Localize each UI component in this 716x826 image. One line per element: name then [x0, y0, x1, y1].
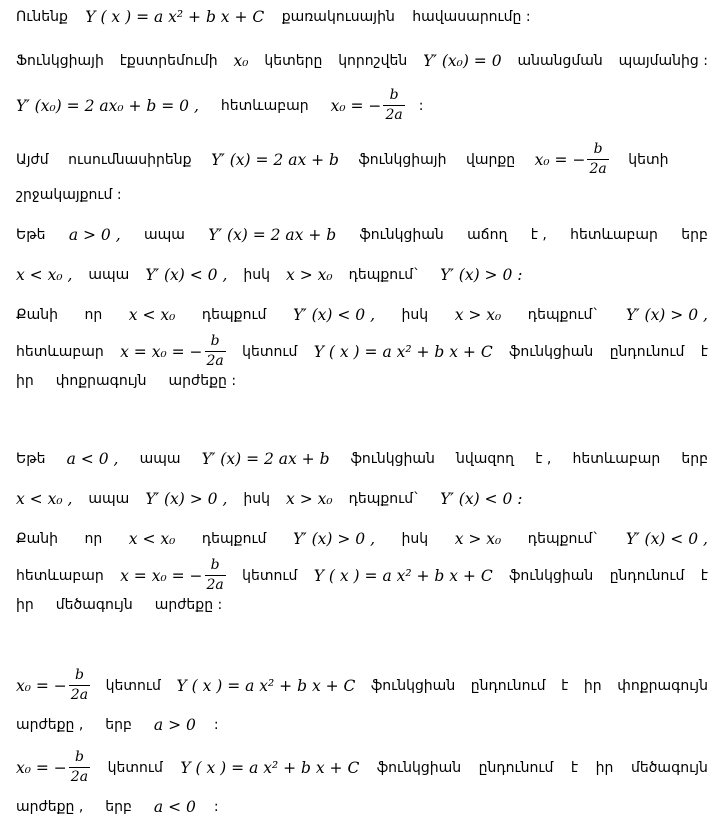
- text: իր: [16, 597, 34, 613]
- text: դեպքում`: [527, 307, 600, 323]
- math: x₀ = −: [330, 96, 382, 115]
- x0-formula: [535, 142, 609, 178]
- text: հետևաբար: [220, 97, 309, 114]
- text: փոքրագույն: [617, 677, 708, 694]
- denominator: 2a: [70, 687, 89, 704]
- text: փոքրագույն: [55, 373, 147, 389]
- math: a < 0 ,: [66, 450, 119, 468]
- text: քառակուսային: [281, 9, 395, 25]
- math: x < x₀: [128, 306, 176, 324]
- line-5: [16, 187, 708, 203]
- text: ընդունում: [470, 677, 546, 694]
- text: երբ: [105, 799, 132, 815]
- fraction: [383, 88, 404, 124]
- numerator: b: [210, 557, 220, 573]
- denominator: 2a: [206, 353, 224, 370]
- text: իր: [16, 373, 34, 389]
- line-2: [16, 52, 708, 70]
- equation: Y ( x ) = a x² + b x + C: [313, 342, 493, 361]
- line-3: [16, 88, 708, 124]
- math: Y′ (x) < 0 ,: [145, 266, 228, 284]
- denominator: 2a: [385, 107, 403, 124]
- math: x > x₀: [454, 306, 502, 324]
- text: է: [561, 677, 569, 694]
- line-4: [16, 142, 708, 178]
- text: է: [700, 343, 708, 360]
- text: հետևաբար: [16, 567, 104, 584]
- equation: Y′ (x) = 2 ax + b: [211, 150, 339, 169]
- math: x = x₀ = −: [120, 566, 203, 585]
- text: է: [570, 759, 579, 776]
- math: Y′ (x) > 0 :: [440, 266, 523, 284]
- denominator: 2a: [589, 161, 607, 178]
- line-10: [16, 373, 708, 389]
- text: ապա: [139, 451, 181, 467]
- line-13: [16, 530, 708, 548]
- numerator: b: [593, 141, 603, 157]
- line-9: [16, 334, 708, 370]
- denominator: 2a: [70, 769, 89, 786]
- math: x > x₀: [286, 490, 333, 508]
- text: կետում: [242, 567, 298, 584]
- text: է: [700, 567, 708, 584]
- line-15: [16, 597, 708, 613]
- text: կետում: [242, 343, 298, 360]
- math: Y′ (x) > 0 ,: [292, 530, 376, 548]
- math: x₀ = −: [16, 758, 67, 777]
- text: վարքը: [465, 151, 516, 168]
- text: :: [418, 97, 424, 114]
- text: ուսումնասիրենք: [68, 151, 192, 168]
- line-6: [16, 226, 708, 244]
- text: որ: [84, 307, 103, 323]
- text: Ֆունկցիայի: [16, 53, 104, 69]
- text: արժեքը ,: [16, 717, 84, 733]
- text: երբ: [681, 451, 708, 467]
- line-11: [16, 450, 708, 468]
- math: a > 0 ,: [68, 226, 121, 244]
- text: Ունենք: [16, 9, 68, 25]
- x0-formula: [120, 334, 226, 370]
- text: կետում: [107, 759, 163, 776]
- text: իսկ: [243, 267, 271, 283]
- math: x₀ = −: [534, 150, 586, 169]
- line-7: [16, 266, 708, 284]
- equation: Y ( x ) = a x² + b x + C: [85, 8, 265, 26]
- fraction: [587, 142, 608, 178]
- math: x = x₀ = −: [120, 342, 203, 361]
- text: կետում: [105, 677, 161, 694]
- math: Y′ (x) < 0 ,: [292, 306, 376, 324]
- text: իսկ: [401, 531, 429, 547]
- numerator: b: [389, 87, 399, 103]
- line-1: [16, 8, 708, 26]
- text: ապա: [144, 227, 185, 243]
- text: մեծագույն: [630, 759, 708, 776]
- text: արժեքը ,: [16, 799, 84, 815]
- text: հետևաբար: [570, 227, 658, 243]
- x0-formula: [16, 668, 90, 704]
- line-16: [16, 668, 708, 704]
- math: x₀: [233, 52, 249, 70]
- text: հետևաբար: [16, 343, 104, 360]
- equation: Y ( x ) = a x² + b x + C: [180, 758, 360, 777]
- text: արժեքը :: [154, 597, 223, 613]
- text: ֆունկցիան: [359, 227, 444, 243]
- text: իսկ: [243, 491, 271, 507]
- text: Այժմ: [16, 151, 49, 168]
- math: Y′ (x) > 0 ,: [625, 306, 708, 324]
- text: դեպքում`: [348, 491, 421, 507]
- fraction: [205, 334, 226, 370]
- text: որ: [84, 531, 103, 547]
- x0-formula: [120, 558, 226, 594]
- math: Y′ (x) > 0 ,: [145, 490, 228, 508]
- text: արժեքը :: [168, 373, 237, 389]
- line-19: [16, 798, 708, 816]
- text: ֆունկցիայի: [358, 151, 447, 168]
- math: a < 0: [153, 798, 196, 816]
- numerator: b: [210, 333, 220, 349]
- x0-formula: [16, 750, 90, 786]
- line-8: [16, 306, 708, 324]
- line-12: [16, 490, 708, 508]
- text: կետի: [628, 151, 669, 168]
- text: հավասարումը :: [412, 9, 531, 25]
- math: x < x₀: [128, 530, 176, 548]
- text: է ,: [530, 227, 547, 243]
- line-18: [16, 750, 708, 786]
- text: Քանի: [16, 531, 58, 547]
- fraction: [69, 750, 90, 786]
- text: շրջակայքում :: [16, 187, 122, 203]
- text: կետերը: [264, 53, 323, 69]
- fraction: [69, 668, 90, 704]
- math: x > x₀: [286, 266, 333, 284]
- text: երբ: [105, 717, 132, 733]
- text: ֆունկցիան: [350, 451, 435, 467]
- text: Եթե: [16, 227, 46, 243]
- math: x < x₀ ,: [16, 266, 73, 284]
- text: աճող: [467, 227, 508, 243]
- text: Եթե: [16, 451, 46, 467]
- line-17: [16, 716, 708, 734]
- text: ապա: [88, 267, 130, 283]
- text: դեպքում: [201, 531, 267, 547]
- text: ընդունում: [478, 759, 554, 776]
- math: x < x₀ ,: [16, 490, 73, 508]
- text: է ,: [535, 451, 552, 467]
- denominator: 2a: [206, 577, 224, 594]
- text: ընդունում: [609, 567, 685, 584]
- text: երբ: [681, 227, 708, 243]
- text: ֆունկցիան: [370, 677, 456, 694]
- equation: Y′ (x₀) = 0: [423, 52, 502, 70]
- text: ընդունում: [609, 343, 685, 360]
- text: ապա: [88, 491, 130, 507]
- equation: Y ( x ) = a x² + b x + C: [176, 676, 356, 695]
- text: իր: [583, 677, 602, 694]
- text: նվազող: [456, 451, 515, 467]
- text: կորոշվեն: [338, 53, 408, 69]
- text: իսկ: [401, 307, 429, 323]
- text: հետևաբար: [572, 451, 661, 467]
- text: դեպքում`: [348, 267, 421, 283]
- text: ֆունկցիան: [376, 759, 462, 776]
- text: դեպքում`: [527, 531, 600, 547]
- math: Y′ (x) < 0 ,: [625, 530, 708, 548]
- text: Քանի: [16, 307, 58, 323]
- fraction: [205, 558, 226, 594]
- text: ֆունկցիան: [509, 343, 594, 360]
- numerator: b: [74, 749, 84, 765]
- math: a > 0: [153, 716, 196, 734]
- x0-formula: [331, 88, 405, 124]
- text: անանցման: [517, 53, 603, 69]
- numerator: b: [74, 667, 84, 683]
- text: :: [213, 799, 219, 815]
- equation: Y′ (x) = 2 ax + b: [201, 450, 330, 468]
- math: x₀ = −: [16, 676, 67, 695]
- equation: Y′ (x₀) = 2 ax₀ + b = 0 ,: [16, 96, 199, 115]
- text: իր: [595, 759, 614, 776]
- text: ֆունկցիան: [509, 567, 594, 584]
- math: x > x₀: [454, 530, 502, 548]
- text: էքստրեմումի: [119, 53, 218, 69]
- line-14: [16, 558, 708, 594]
- text: պայմանից :: [618, 53, 708, 69]
- text: մեծագույն: [55, 597, 133, 613]
- math: Y′ (x) < 0 :: [440, 490, 523, 508]
- text: :: [213, 717, 219, 733]
- equation: Y′ (x) = 2 ax + b: [208, 226, 337, 244]
- equation: Y ( x ) = a x² + b x + C: [313, 566, 493, 585]
- text: դեպքում: [201, 307, 267, 323]
